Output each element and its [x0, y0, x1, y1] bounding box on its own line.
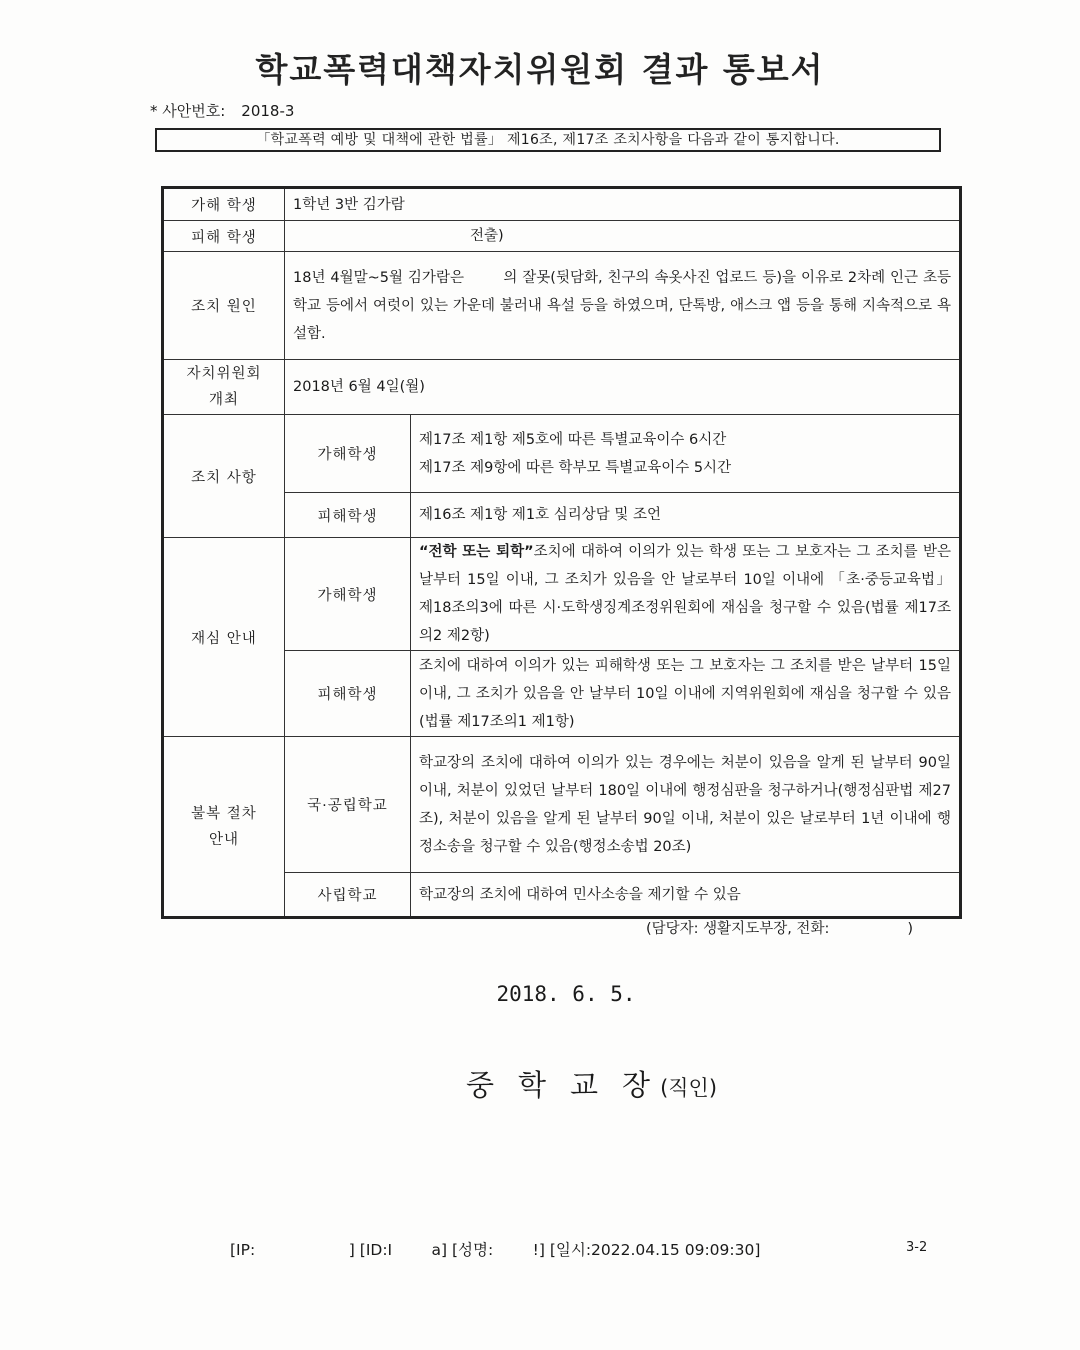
- official-seal-label: (직인): [660, 1076, 718, 1100]
- legal-notice-box: 「학교폭력 예방 및 대책에 관한 법률」 제16조, 제17조 조치사항을 다음과 같이 통지합니다.: [155, 128, 941, 152]
- measures-label: 조치 사항: [163, 415, 285, 538]
- issue-date: 2018. 6. 5.: [496, 982, 636, 1006]
- document-title: 학교폭력대책자치위원회 결과 통보서: [255, 50, 825, 89]
- committee-label: 자치위원회 개최: [163, 360, 285, 415]
- table-row: [163, 737, 961, 873]
- victim-label: 피해 학생: [163, 221, 285, 252]
- case-number-line: [150, 100, 294, 121]
- table-row: [163, 221, 961, 252]
- table-row: [163, 360, 961, 415]
- signer-char: 학: [518, 1068, 547, 1102]
- measures-offender-line: 제17조 제9항에 따른 학부모 특별교육이수 5시간: [419, 459, 732, 476]
- cause-value: 18년 4월말~5월 김가람은 의 잘못(뒷담화, 친구의 속옷사진 업로드 등)을 이유로 2차례 인근 초등학교 등에서 여럿이 있는 가운데 불러내 욕설 등을 하였으며, 단톡방, 애스크 앱 등을 통해 지속적으로 욕설함.: [285, 252, 961, 360]
- table-row: [163, 538, 961, 651]
- appeal-public-value: 학교장의 조치에 대하여 이의가 있는 경우에는 처분이 있음을 알게 된 날부터 90일 이내, 처분이 있었던 날부터 180일 이내에 행정심판을 청구하거나(행정심판법 제27조), 처분이 있음을 알게 된 날부터 90일 이내, 처분이 있은 날로부터 1년 이내에 행정소송을 청구할 수 있음(행정소송법 20조): [411, 737, 961, 873]
- offender-value: 1학년 3반 김가람: [285, 188, 961, 221]
- offender-label: 가해 학생: [163, 188, 285, 221]
- table-row: [163, 252, 961, 360]
- review-label: 재심 안내: [163, 538, 285, 737]
- review-offender-text: 조치에 대하여 이의가 있는 학생 또는 그 보호자는 그 조치를 받은 날부터 15일 이내, 그 조치가 있음을 안 날로부터 10일 이내에 「초·중등교육법」 제18조의3에 따른 시·도학생징계조정위원회에 재심을 청구할 수 있음(법률 제17조의2 제2항): [419, 544, 951, 644]
- signer-char: 중: [466, 1068, 495, 1102]
- table-row: [163, 415, 961, 493]
- appeal-public-label: 국·공립학교: [285, 737, 411, 873]
- signer-line: [466, 1063, 717, 1104]
- review-victim-value: 조치에 대하여 이의가 있는 피해학생 또는 그 보호자는 그 조치를 받은 날부터 15일 이내, 그 조치가 있음을 안 날부터 10일 이내에 지역위원회에 재심을 청구할 수 있음(법률 제17조의1 제1항): [411, 651, 961, 737]
- measures-victim-value: 제16조 제1항 제1호 심리상담 및 조언: [411, 493, 961, 538]
- appeal-label: 불복 절차 안내: [163, 737, 285, 918]
- contact-suffix: ): [907, 921, 914, 937]
- table-row: [163, 188, 961, 221]
- cause-label: 조치 원인: [163, 252, 285, 360]
- case-number-value: 2018-3: [241, 102, 295, 120]
- review-victim-label: 피해학생: [285, 651, 411, 737]
- print-log-footer: [IP: ] [ID:I a] [성명: !] [일시:2022.04.15 09:09:30]: [230, 1241, 761, 1259]
- committee-value: 2018년 6월 4일(월): [285, 360, 961, 415]
- measures-offender-value: [411, 415, 961, 493]
- page-number: 3-2: [906, 1240, 928, 1255]
- appeal-private-label: 사립학교: [285, 873, 411, 918]
- signer-char: 장: [622, 1068, 651, 1102]
- measures-offender-line: 제17조 제1항 제5호에 따른 특별교육이수 6시간: [419, 431, 727, 448]
- signer-char: 교: [570, 1068, 599, 1102]
- review-offender-quote: “전학 또는 퇴학”: [419, 544, 534, 560]
- contact-prefix: (담당자: 생활지도부장, 전화:: [646, 921, 830, 937]
- review-offender-label: 가해학생: [285, 538, 411, 651]
- measures-offender-label: 가해학생: [285, 415, 411, 493]
- result-table: [161, 186, 962, 919]
- case-number-label: * 사안번호:: [150, 102, 226, 120]
- contact-line: [646, 917, 913, 938]
- victim-value: 전출): [285, 221, 961, 252]
- measures-victim-label: 피해학생: [285, 493, 411, 538]
- review-offender-value: [411, 538, 961, 651]
- appeal-private-value: 학교장의 조치에 대하여 민사소송을 제기할 수 있음: [411, 873, 961, 918]
